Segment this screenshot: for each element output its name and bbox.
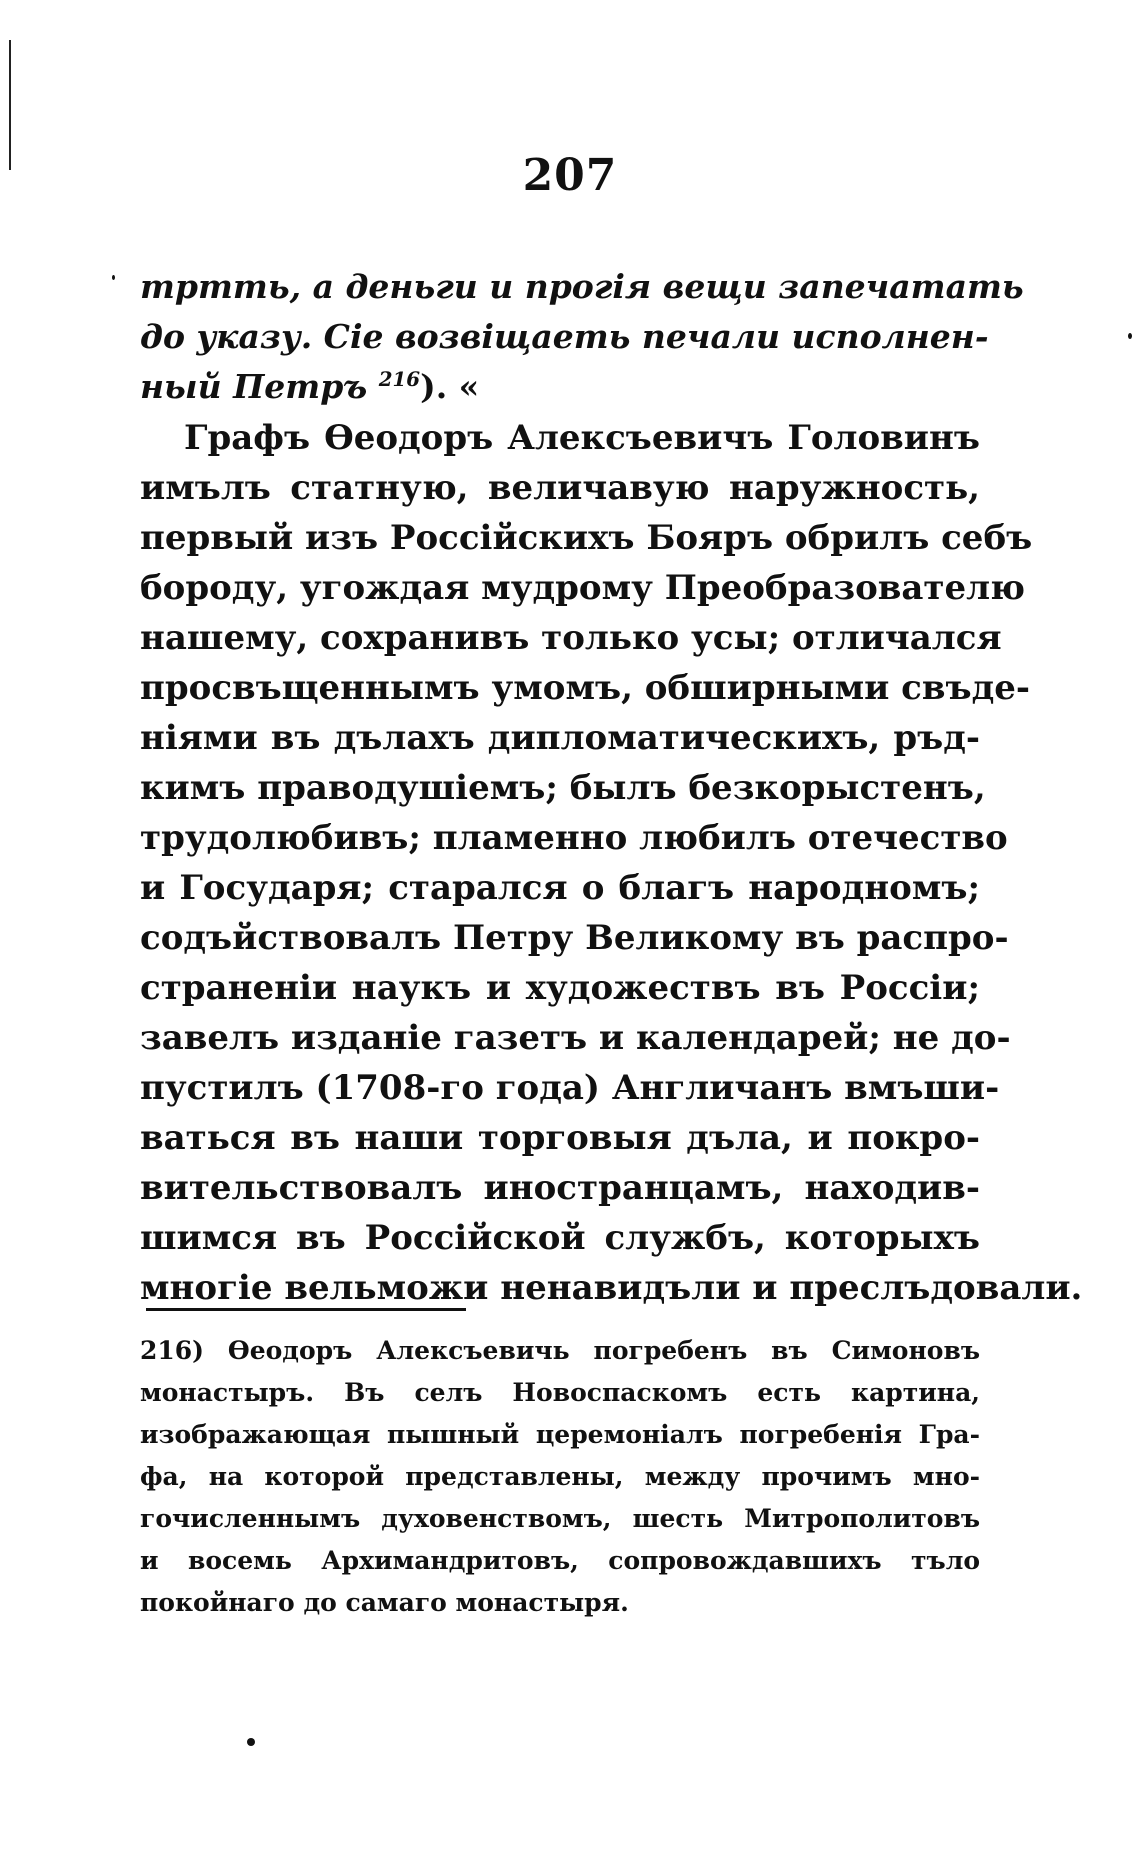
paragraph-line: пустилъ (1708-го года) Англичанъ вмъши- [140,1068,1000,1108]
footnote-line: монастыръ. Въ селъ Новоспаскомъ есть картина, [140,1378,980,1407]
footnote-line: изображающая пышный церемоніалъ погребенія Гра- [140,1420,980,1449]
main-paragraph [140,413,1083,1313]
quote-close: ). « [420,367,480,406]
quote-line-last [140,362,980,412]
paragraph-line: ваться въ наши торговыя дъла, и покро- [140,1118,980,1158]
paragraph-line: и Государя; старался о благъ народномъ; [140,868,980,908]
footnote-rule [146,1308,466,1311]
paragraph-line: многіе вельможи ненавидъли и преслъдовали. [140,1268,1083,1308]
ink-speck [1128,333,1132,339]
quote-block [140,262,1024,412]
paragraph-line: первый изъ Россійскихъ Бояръ обрилъ себъ [140,518,1033,558]
paragraph-line: ніями въ дълахъ дипломатическихъ, ръд- [140,718,980,758]
footnote-block [140,1330,980,1624]
paragraph-line: содъйствовалъ Петру Великому въ распро- [140,918,1009,958]
footnote-marker: 216 [378,367,421,391]
paragraph-line: просвъщеннымъ умомъ, обширными свъде- [140,668,1030,708]
paragraph-line: Графъ Өеодоръ Алексъевичъ Головинъ [184,418,980,458]
footnote-line: покойнаго до самаго монастыря. [140,1588,629,1617]
paragraph-line: имълъ статную, величавую наружность, [140,468,980,508]
footnote-line: и восемь Архимандритовъ, сопровождавшихъ тъло [140,1546,980,1575]
footnote-line: фа, на которой представлены, между прочимъ мно- [140,1462,980,1491]
ink-speck [112,275,115,280]
ink-speck [247,1738,255,1746]
paragraph-line: трудолюбивъ; пламенно любилъ отечество [140,818,1008,858]
quote-line: до указу. Сіе возвіщаеть печали исполнен- [140,317,989,356]
page-number: 207 [522,150,618,201]
paragraph-line: кимъ праводушіемъ; былъ безкорыстенъ, [140,768,986,808]
paragraph-line: бороду, угождая мудрому Преобразователю [140,568,1025,608]
footnote-line: гочисленнымъ духовенствомъ, шесть Митрополитовъ [140,1504,980,1533]
footnote-line: 216) Өеодоръ Алексъевичь погребенъ въ Симоновъ [140,1336,980,1365]
paragraph-line: шимся въ Россійской службъ, которыхъ [140,1218,980,1258]
paragraph-line: вительствовалъ иностранцамъ, находив- [140,1168,980,1208]
paragraph-line: страненіи наукъ и художествъ въ Россіи; [140,968,980,1008]
quote-line: тртть, а деньги и прогія вещи запечатать [140,267,1024,306]
paragraph-line: завелъ изданіе газетъ и календарей; не до- [140,1018,1011,1058]
quote-line-text: ный Петръ [140,367,368,406]
paragraph-line: нашему, сохранивъ только усы; отличался [140,618,1002,658]
